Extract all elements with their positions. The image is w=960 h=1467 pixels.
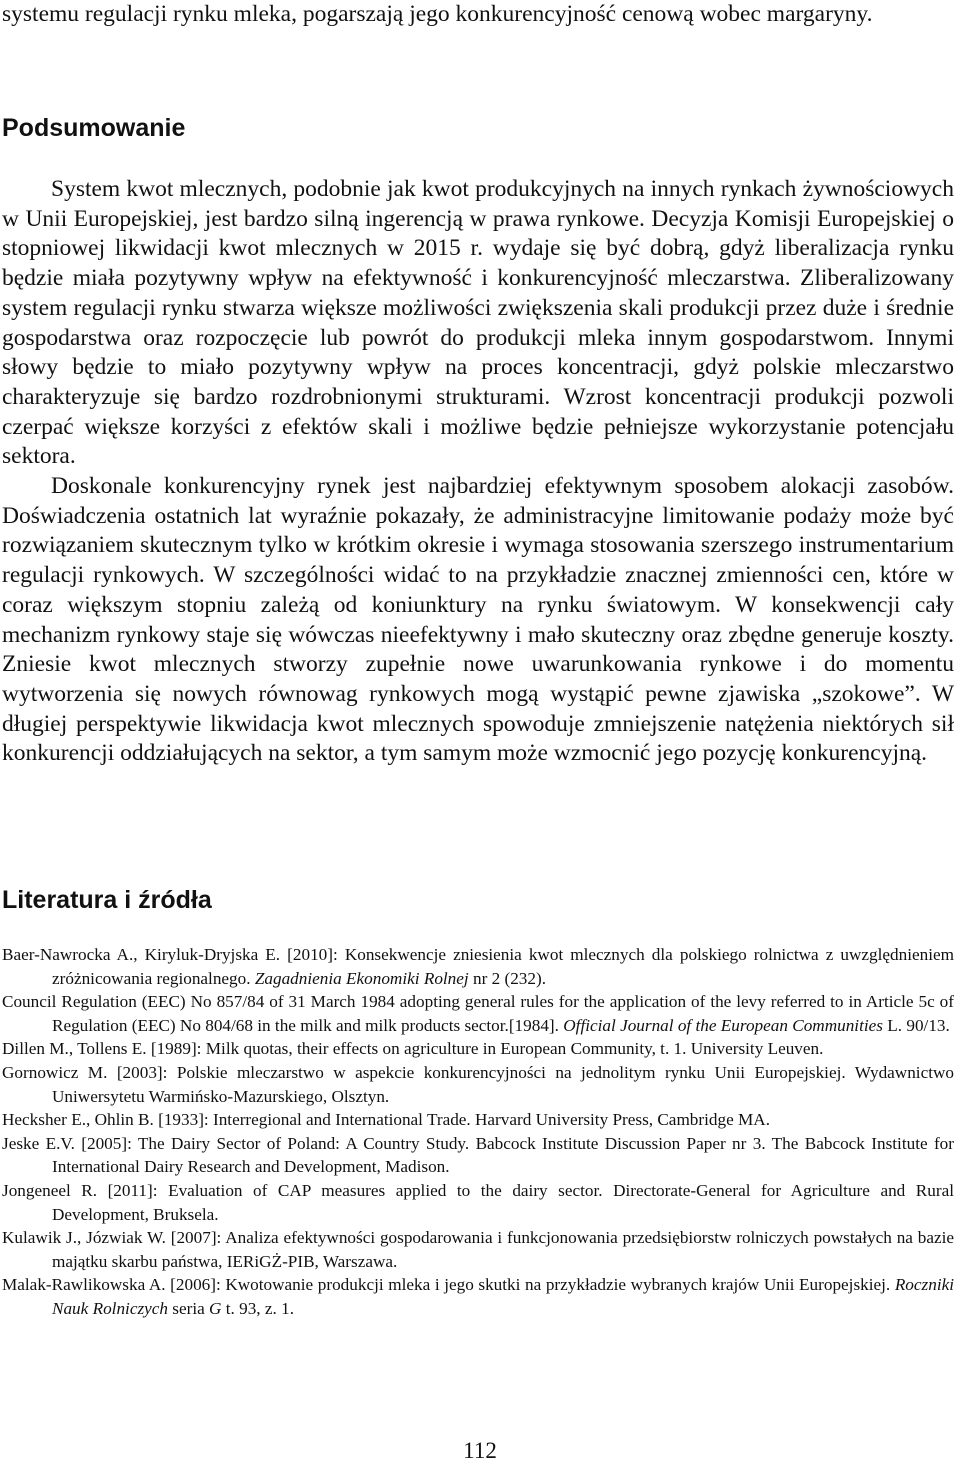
reference-journal: Roczniki Nauk Rolniczych bbox=[52, 1275, 954, 1318]
reference-text: Malak-Rawlikowska A. [2006]: Kwotowanie produkcji mleka i jego skutki na przykładzie wybranych krajów Unii Europejskiej. bbox=[2, 1275, 895, 1295]
reference-text: Baer-Nawrocka A., Kiryluk-Dryjska E. [2010]: Konsekwencje zniesienia kwot mlecznych dla polskiego rolnictwa z uwzględnieniem zróżnicowania regionalnego. bbox=[2, 945, 954, 988]
literature-heading: Literatura i źródła bbox=[2, 886, 212, 914]
summary-heading: Podsumowanie bbox=[2, 114, 186, 142]
reference-text: Kulawik J., Józwiak W. [2007]: Analiza efektywności gospodarowania i funkcjonowania przedsiębiorstw rolniczych powstałych na bazie majątku skarbu państwa, IERiGŻ-PIB, Warszawa. bbox=[2, 1228, 954, 1271]
reference-item bbox=[2, 990, 954, 1037]
summary-p1-part-b: Zliberalizowany system regulacji rynku stwarza większe możliwości zwiększenia skali produkcji przez duże i średnie gospodarstwa oraz rozpoczęcie lub powrót do produkcji mleka innym gospodarstwom. Innymi słowy będzie to miało pozytywny wpływ na proces koncentracji, gdyż polskie mleczarstwo charakteryzuje się bardzo rozdrobnionymi strukturami. Wzrost koncentracji produkcji pozwoli czerpać większe korzyści z efektów skali i możliwe będzie pełniejsze wykorzystanie potencjału sektora. bbox=[2, 265, 954, 470]
reference-text: Gornowicz M. [2003]: Polskie mleczarstwo w aspekcie konkurencyjności na jednolitym rynku Unii Europejskiej. Wydawnictwo Uniwersytetu Warmińsko-Mazurskiego, Olsztyn. bbox=[2, 1062, 954, 1106]
reference-list bbox=[2, 943, 954, 1321]
reference-item bbox=[2, 1226, 954, 1273]
summary-paragraph-1 bbox=[2, 175, 954, 472]
reference-text: seria bbox=[167, 1298, 210, 1318]
reference-series: G bbox=[209, 1298, 222, 1318]
reference-item bbox=[2, 1273, 954, 1320]
page-number: 112 bbox=[463, 1438, 497, 1463]
reference-text: Jeske E.V. [2005]: The Dairy Sector of Poland: A Country Study. Babcock Institute Discussion Paper nr 3. The Babcock Institute for International Dairy Research and Development, Madison. bbox=[2, 1133, 954, 1177]
reference-text: Hecksher E., Ohlin B. [1933]: Interregional and International Trade. Harvard University Press, Cambridge MA. bbox=[2, 1110, 771, 1130]
reference-item bbox=[2, 1179, 954, 1226]
reference-text: Jongeneel R. [2011]: Evaluation of CAP measures applied to the dairy sector. Directorate-General for Agriculture and Rural Development, Bruksela. bbox=[2, 1180, 954, 1224]
reference-journal: Official Journal of the European Communities bbox=[563, 1015, 883, 1035]
reference-item bbox=[2, 943, 954, 990]
reference-item bbox=[2, 1132, 954, 1179]
reference-text: Council Regulation (EEC) No 857/84 of 31 March 1984 adopting general rules for the application of the levy referred to in Article 5c of Regulation (EEC) No 804/68 in the milk and milk products sector.[1984]. bbox=[2, 992, 954, 1035]
reference-text: L. 90/13. bbox=[882, 1015, 950, 1035]
summary-section bbox=[2, 175, 954, 769]
reference-journal: Zagadnienia Ekonomiki Rolnej bbox=[254, 968, 469, 988]
reference-item bbox=[2, 1108, 954, 1132]
summary-paragraph-2: Doskonale konkurencyjny rynek jest najbardziej efektywnym sposobem alokacji zasobów. Doświadczenia ostatnich lat wyraźnie pokazały, że administracyjne limitowanie podaży może być rozwiązaniem skutecznym tylko w krótkim okresie i wymaga stosowania szerszego instrumentarium regulacji rynkowych. W szczególności widać to na przykładzie znacznej zmienności cen, które w coraz większym stopniu zależą od koniunktury na rynku światowym. W konsekwencji cały mechanizm rynkowy staje się wówczas nieefektywny i mało skuteczny oraz zbędne generuje koszty. Zniesie kwot mlecznych stworzy zupełnie nowe uwarunkowania rynkowe i do momentu wytworzenia się nowych równowag rynkowych mogą wystąpić pewne zjawiska „szokowe”. W długiej perspektywie likwidacja kwot mlecznych spowoduje zmniejszenie natężenia niektórych sił konkurencji oddziałujących na sektor, a tym samym może wzmocnić jego pozycję konkurencyjną. bbox=[2, 473, 954, 767]
intro-text: systemu regulacji rynku mleka, pogarszają jego konkurencyjność cenową wobec margaryny. bbox=[2, 1, 873, 27]
reference-item bbox=[2, 1061, 954, 1108]
reference-text: nr 2 (232). bbox=[468, 968, 547, 988]
reference-text: t. 93, z. 1. bbox=[221, 1298, 295, 1318]
reference-text: Dillen M., Tollens E. [1989]: Milk quotas, their effects on agriculture in European Community, t. 1. University Leuven. bbox=[2, 1039, 824, 1059]
intro-paragraph bbox=[2, 0, 954, 30]
reference-item bbox=[2, 1037, 954, 1061]
summary-p1-part-a: System kwot mlecznych, podobnie jak kwot produkcyjnych na innych rynkach żywnościowych w Unii Europejskiej, jest bardzo silną ingerencją w prawa rynkowe. Decyzja Komisji Europejskiej o stopniowej likwidacji kwot mlecznych w 2015 r. wydaje się być dobrą, gdyż liberalizacja rynku będzie miała pozytywny wpływ na efektywność i konkurencyjność mleczarstwa. bbox=[2, 176, 954, 292]
